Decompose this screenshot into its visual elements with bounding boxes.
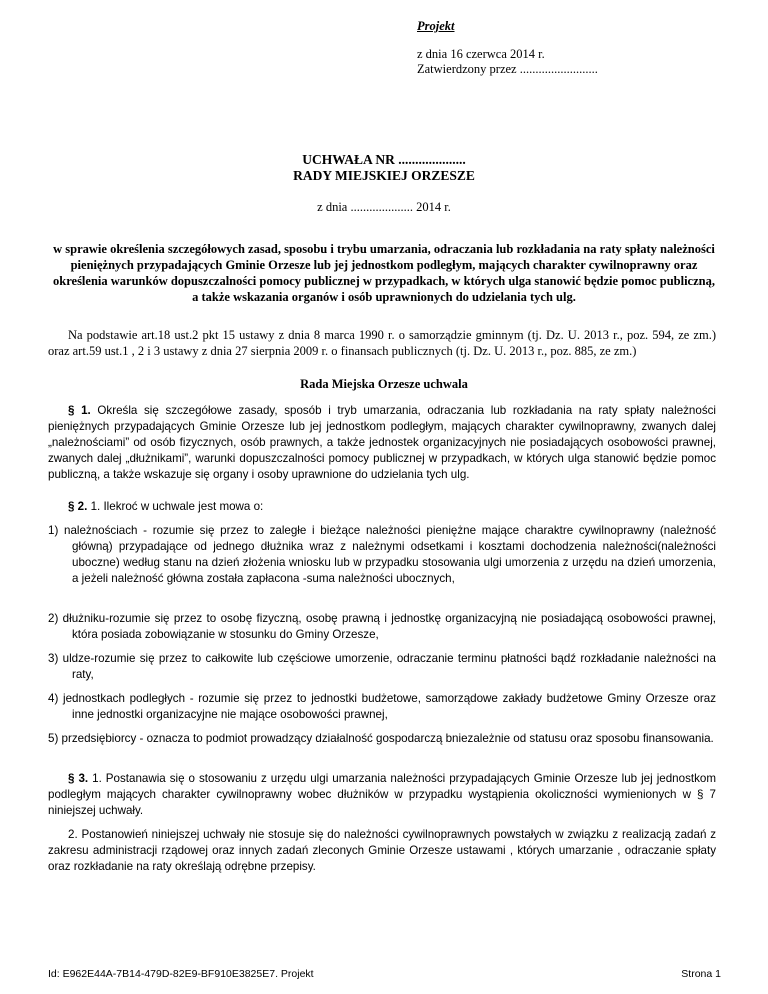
list-item: 5) przedsiębiorcy - oznacza to podmiot prowadzący działalność gospodarczą bniezależnie od statusu oraz sposobu finansowania. bbox=[48, 732, 714, 745]
council-name: RADY MIEJSKIEJ ORZESZE bbox=[293, 168, 475, 183]
section-3-mark: § 3. bbox=[68, 772, 89, 785]
approved-by: Zatwierdzony przez ......................... bbox=[417, 62, 598, 76]
resolution-date: z dnia .................... 2014 r. bbox=[317, 200, 451, 214]
resolution-subject: w sprawie określenia szczegółowych zasad, sposobu i trybu umarzania, odraczania lub rozkładania na raty spłaty należności pieniężnych przypadających Gminie Orzesze lub jej jednostkom podległym, mających charakter cywilnoprawny oraz określenia warunków dopuszczalności pomocy publicznej w przypadkach, w których ulga stanowić będzie pomoc publiczną, a także wskazania organów i osób uprawnionych do udzielania tych ulg. bbox=[53, 242, 715, 304]
section-3-paragraph-2: 2. Postanowień niniejszej uchwały nie stosuje się do należności cywilnoprawnych powstałych w związku z realizacją zadań z zakresu administracji rządowej oraz innych zadań zleconych Gminie Orzesze ustawami , których umarzanie , odraczanie spłaty oraz rozkładanie na raty określają odrębne przepisy. bbox=[48, 828, 716, 873]
section-2-text: 1. Ilekroć w uchwale jest mowa o: bbox=[87, 500, 264, 513]
section-1-mark: § 1. bbox=[68, 404, 91, 417]
list-item: 4) jednostkach podległych - rozumie się przez to jednostki budżetowe, samorządowe zakłady budżetowe Gminy Orzesze oraz inne jednostki organizacyjne nie mające osobowości prawnej, bbox=[48, 692, 716, 721]
list-item: 3) uldze-rozumie się przez to całkowite lub częściowe umorzenie, odraczanie terminu płatności bądź rozkładanie należności na raty, bbox=[48, 652, 716, 681]
projekt-label: Projekt bbox=[417, 19, 455, 33]
section-3-text: 1. Postanawia się o stosowaniu z urzędu ulgi umarzania należności przypadających Gminie Orzesze lub jej jednostkom podległym mających charakter cywilnoprawny wobec dłużników w przypadku wystąpienia okoliczności wymienionych w § 7 niniejszej uchwały. bbox=[48, 772, 716, 817]
section-2-mark: § 2. bbox=[68, 500, 88, 513]
legal-basis: Na podstawie art.18 ust.2 pkt 15 ustawy z dnia 8 marca 1990 r. o samorządzie gminnym (tj. Dz. U. 2013 r., poz. 594, ze zm.) oraz art.59 ust.1 , 2 i 3 ustawy z dnia 27 sierpnia 2009 r. o finansach publicznych (tj. Dz. U. 2013 r., poz. 885, ze zm.) bbox=[48, 328, 716, 358]
document-id: Id: E962E44A-7B14-479D-82E9-BF910E3825E7. Projekt bbox=[48, 968, 314, 980]
draft-date: z dnia 16 czerwca 2014 r. bbox=[417, 47, 545, 61]
list-item: 1) należnościach - rozumie się przez to zaległe i bieżące należności pieniężne mające charaktre cywilnoprawny (należność główną) przypadające od jednego dłużnika wraz z należnymi odsetkami i kosztami dochodzenia należności(należności uboczne) według stanu na dzień złożenia wniosku lub w przypadku stosowania ulgi umorzenia z urzędu na dzień umorzenia, a jeżeli należność główna została zapłacona -suma należności ubocznych, bbox=[48, 524, 716, 585]
council-resolves: Rada Miejska Orzesze uchwala bbox=[300, 377, 468, 391]
section-1-text: Określa się szczegółowe zasady, sposób i tryb umarzania, odraczania lub rozkładania na raty spłaty należności pieniężnych przypadających Gminie Orzesze lub jej jednostkom podległym, mających charakter cywilnoprawny, zwanych dalej „należnościami” od osób fizycznych, osób prawnych, a także jednostek organizacyjnych nie posiadających osobowości prawnej, zwanych dalej „dłużnikami”, warunki dopuszczalności pomocy publicznej w przypadkach, w których ulga stanowić będzie pomoc publiczną, a także wskazuje się organy i osoby uprawnione do udzielania tych ulg. bbox=[48, 404, 716, 481]
section-1 bbox=[48, 403, 716, 483]
resolution-number: UCHWAŁA NR .................... bbox=[302, 152, 466, 167]
header-block bbox=[417, 19, 598, 77]
page-number: Strona 1 bbox=[681, 968, 721, 980]
list-item: 2) dłużniku-rozumie się przez to osobę fizyczną, osobę prawną i jednostkę organizacyjną nie posiadającą osobowości prawnej, która posiada zobowiązanie w stosunku do Gminy Orzesze, bbox=[48, 612, 716, 641]
section-2 bbox=[48, 499, 716, 515]
section-3 bbox=[48, 771, 716, 819]
